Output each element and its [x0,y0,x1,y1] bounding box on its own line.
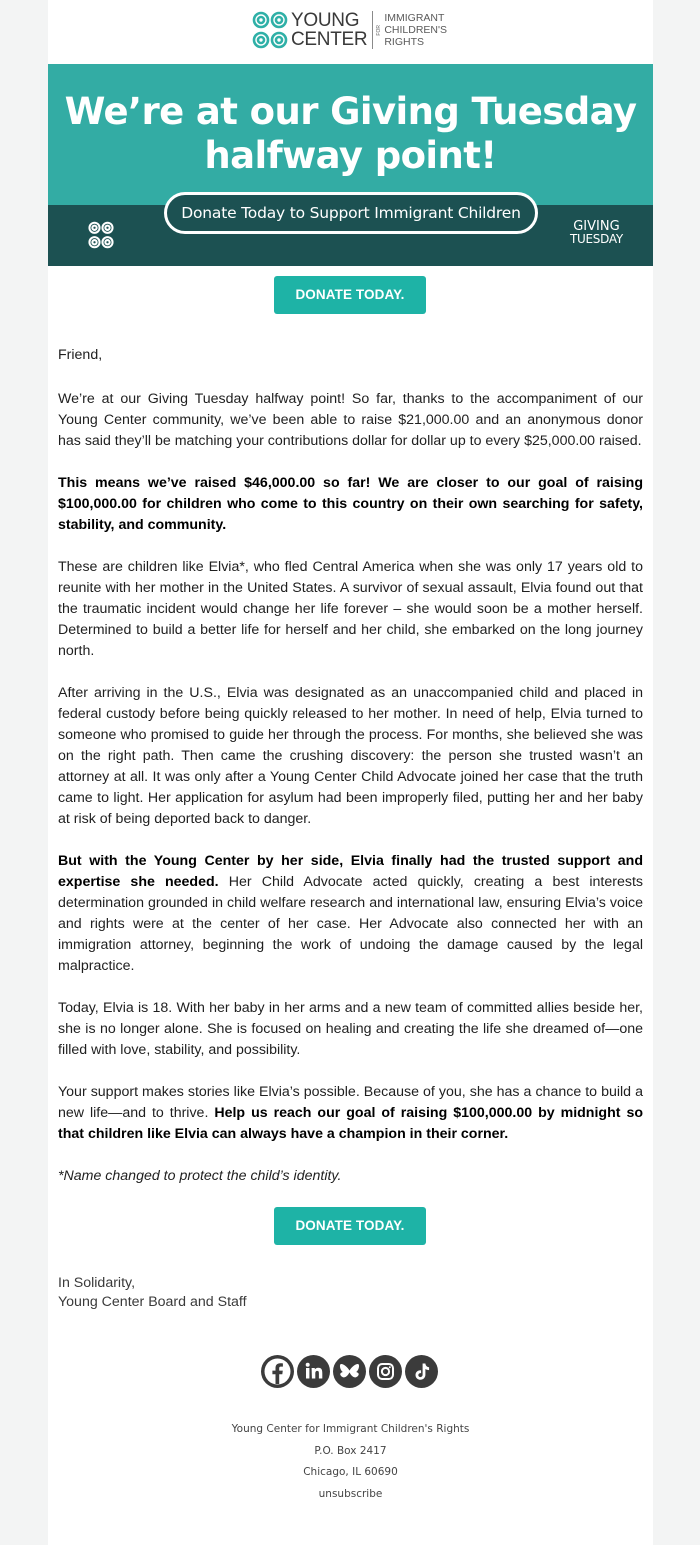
spiral-logo-icon [252,10,288,50]
facebook-icon[interactable] [261,1355,294,1388]
greeting: Friend, [58,347,103,363]
paragraph-2: This means we’ve raised $46,000.00 so far! We are closer to our goal of raising $100,000.00 for children who come to this country on their own searching for safety, stability, and community. [58,475,643,533]
social-links [261,1355,438,1388]
identity-note: *Name changed to protect the child’s identity. [58,1168,342,1184]
email-body [48,0,653,1545]
logo-sub-2: CHILDREN'S [384,24,448,36]
hero-title [48,90,653,178]
hero-title-line1: We’re at our Giving Tuesday [64,90,637,133]
logo-for: FOR [376,24,383,36]
paragraph-7 [58,1082,643,1145]
paragraph-4: After arriving in the U.S., Elvia was designated as an unaccompanied child and placed in federal custody before being quickly released to her mother. In need of help, Elvia turned to someone who promised to guide her through the process. For months, she believed she was on the right path. Then came the crushing discovery: the person she trusted wasn’t an attorney at all. It was only after a Young Center Child Advocate joined her case that the truth came to light. Her application for asylum had been improperly filed, putting her and her baby at risk of being deported back to danger. [58,685,643,827]
donate-button-top[interactable]: DONATE TODAY. [274,276,426,314]
tiktok-icon[interactable] [405,1355,438,1388]
hero-title-line2: halfway point! [204,134,497,177]
logo-center: CENTER [291,29,368,50]
logo-sub-3: RIGHTS [384,36,424,48]
paragraph-5 [58,851,643,977]
donate-button-bottom[interactable]: DONATE TODAY. [274,1207,426,1245]
paragraph-6: Today, Elvia is 18. With her baby in her arms and a new team of committed allies beside her, she is no longer alone. She is focused on healing and creating the life she dreamed of—one filled with love, stability, and possibility. [58,1000,643,1058]
signature [58,1274,247,1312]
footer-address1: P.O. Box 2417 [314,1444,387,1457]
footer-org: Young Center for Immigrant Children's Rights [231,1423,470,1435]
instagram-icon[interactable] [369,1355,402,1388]
logo-subtitle [384,12,447,48]
paragraph-7-bold: Help us reach our goal of raising $100,000.00 by midnight so that children like Elvia can always have a champion in their corner. [58,1105,643,1142]
signature-line1: In Solidarity, [58,1275,136,1291]
hero-donate-pill[interactable]: Donate Today to Support Immigrant Children [164,192,538,234]
hero-banner[interactable] [48,64,653,266]
giving-tuesday-logo [570,221,623,245]
bluesky-icon[interactable] [333,1355,366,1388]
footer [48,1419,653,1505]
paragraph-5-bold: But with the Young Center by her side, Elvia finally had the trusted support and expertise she needed. [58,853,643,890]
linkedin-icon[interactable] [297,1355,330,1388]
logo-young: YOUNG [291,10,360,31]
logo-sub-1: IMMIGRANT [384,12,445,24]
giving-tuesday-line2: TUESDAY [570,232,623,246]
giving-tuesday-line1: GIVING [573,219,620,234]
paragraph-3: These are children like Elvia*, who fled Central America when she was only 17 years old to reunite with her mother in the United States. A survivor of sexual assault, Elvia found out that the traumatic incident would change her life forever – she would soon be a mother herself. Determined to build a better life for herself and her child, she embarked on the long journey north. [58,559,643,659]
signature-line2: Young Center Board and Staff [58,1294,247,1310]
young-center-logo[interactable] [252,9,447,51]
footer-address2: Chicago, IL 60690 [303,1466,398,1478]
paragraph-5-rest: Her Child Advocate acted quickly, creating a best interests determination grounded in child welfare research and international law, ensuring Elvia’s voice and rights were at the center of her case. Her Advocate also connected her with an immigration attorney, beginning the work of undoing the damage caused by the legal malpractice. [58,874,643,974]
paragraph-1: We’re at our Giving Tuesday halfway point! So far, thanks to the accompaniment of our Young Center community, we’ve been able to raise $21,000.00 and an anonymous donor has said they’ll be matching your contributions dollar for dollar up to every $25,000.00 raised. [58,391,643,449]
paragraph-7-start: Your support makes stories like Elvia’s possible. Because of you, she has a chance to build a new life—and to thrive. [58,1084,643,1121]
spiral-logo-icon [88,220,114,250]
logo-divider [372,11,373,49]
logo-wordmark [291,11,367,49]
unsubscribe-link[interactable]: unsubscribe [318,1487,383,1500]
